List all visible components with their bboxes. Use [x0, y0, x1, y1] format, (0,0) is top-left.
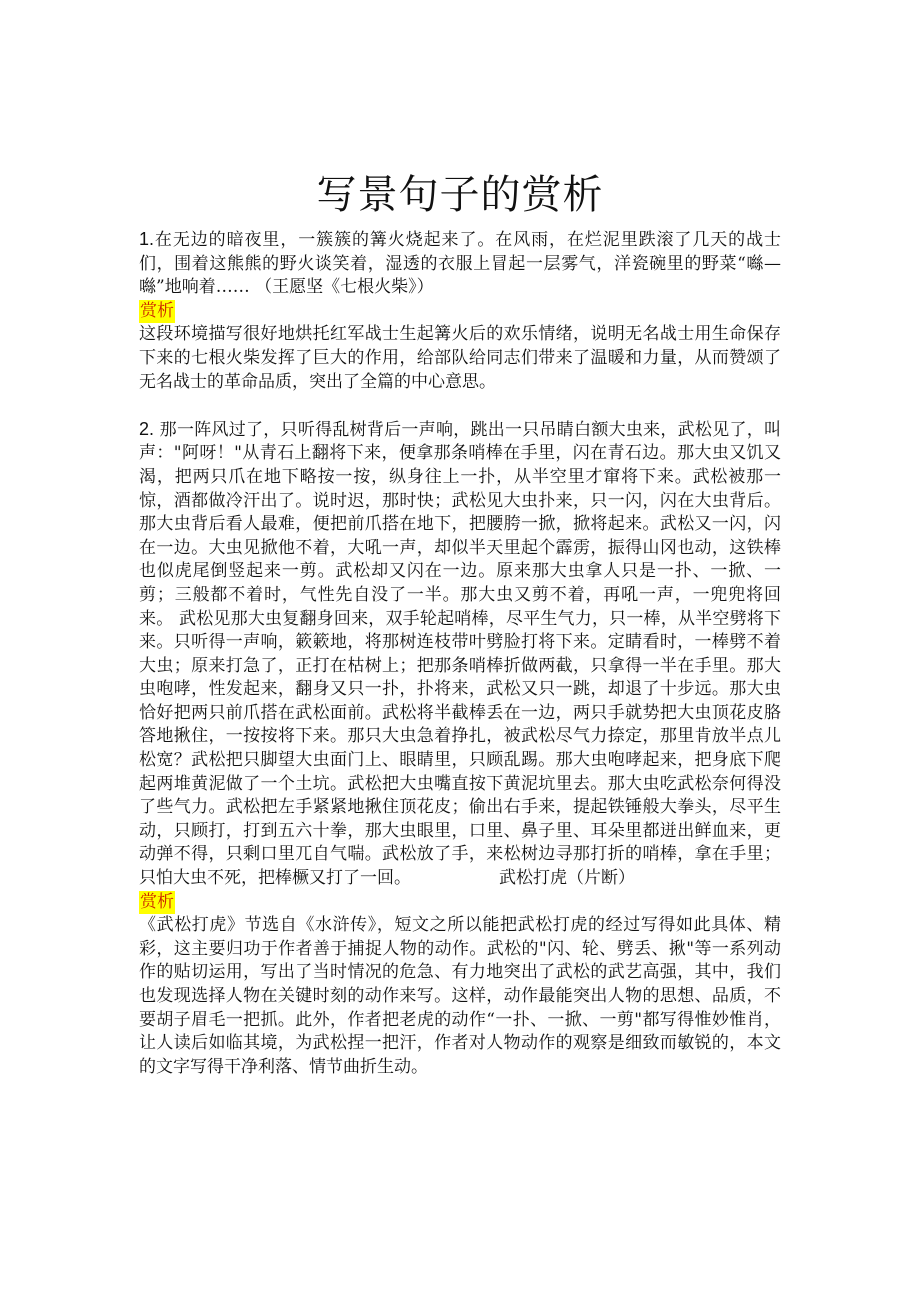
- section-2-analysis: 《武松打虎》节选自《水浒传》，短文之所以能把武松打虎的经过写得如此具体、精彩，这主要归功于作者善于捕捉人物的动作。武松的"闪、轮、劈丢、揪"等一系列动作的贴切运用，写出了当时情况的危急、有力地突出了武松的武艺高强，其中，我们也发现选择人物在关键时刻的动作来写。这样，动作最能突出人物的思想、品质，不要胡子眉毛一把抓。此外，作者把老虎的动作“一扑、一掀、一剪"都写得惟妙惟肖，让人读后如临其境，为武松捏一把汗，作者对人物动作的观察是细致而敏锐的，本文的文字写得干净利落、情节曲折生动。: [139, 915, 781, 1077]
- section-2-text: 那一阵风过了，只听得乱树背后一声响，跳出一只吊睛白额大虫来，武松见了，叫声："阿呀！"从青石上翻将下来，便拿那条哨棒在手里，闪在青石边。那大虫又饥又渴，把两只爪在地下略按一按，纵身往上一扑，从半空里才窜将下来。武松被那一惊，酒都做冷汗出了。说时迟，那时快；武松见大虫扑来，只一闪，闪在大虫背后。那大虫背后看人最难，便把前爪搭在地下，把腰胯一掀，掀将起来。武松又一闪，闪在一边。大虫见掀他不着，大吼一声，却似半天里起个霹雳，振得山冈也动，这铁棒也似虎尾倒竖起来一剪。武松却又闪在一边。原来那大虫拿人只是一扑、一掀、一剪；三般都不着时，气性先自没了一半。那大虫又剪不着，再吼一声，一兜兜将回来。 武松见那大虫复翻身回来，双手轮起哨棒，尽平生气力，只一棒，从半空劈将下来。只听得一声响，簌簌地，将那树连枝带叶劈脸打将下来。定睛看时，一棒劈不着大虫；原来打急了，正打在枯树上；把那条哨棒折做两截，只拿得一半在手里。那大虫咆哮，性发起来，翻身又只一扑，扑将来，武松又只一跳，却退了十步远。那大虫恰好把两只前爪搭在武松面前。武松将半截棒丢在一边，两只手就势把大虫顶花皮胳答地揪住，一按按将下来。那只大虫急着挣扎，被武松尽气力捺定，那里肯放半点儿松宽？武松把只脚望大虫面门上、眼睛里，只顾乱踢。那大虫咆哮起来，把身底下爬起两堆黄泥做了一个土坑。武松把大虫嘴直按下黄泥坑里去。那大虫吃武松奈何得没了些气力。武松把左手紧紧地揪住顶花皮；偷出右手来，提起铁锤般大拳头，尽平生动，只顾打，打到五六十拳，那大虫眼里，口里、鼻子里、耳朵里都迸出鲜血来，更动弹不得，只剩口里兀自气喘。武松放了手，来松树边寻那打折的哨棒，拿在手里；只怕大虫不死，把棒橛又打了一回。: [139, 419, 781, 889]
- section-2-passage: [139, 418, 781, 891]
- section-1-number: 1.: [139, 229, 155, 249]
- section-2-label-line: [139, 891, 781, 915]
- analysis-label: 赏析: [139, 891, 175, 915]
- section-1-text: 在无边的暗夜里，一簇簇的篝火烧起来了。在风雨，在烂泥里跌滚了几天的战士们，围着这熊熊的野火谈笑着，湿透的衣服上冒起一层雾气，洋瓷碗里的野菜“噝—噝”地响着…… （王愿坚《七根火柴》）: [139, 230, 781, 298]
- section-2-source: 武松打虎（片断）: [499, 868, 635, 889]
- section-1-analysis: 这段环境描写很好地烘托红军战士生起篝火后的欢乐情绪，说明无名战士用生命保存下来的七根火柴发挥了巨大的作用，给部队给同志们带来了温暖和力量，从而赞颂了无名战士的革命品质，突出了全篇的中心意思。: [139, 324, 781, 392]
- document-body: [139, 228, 781, 1079]
- analysis-label: 赏析: [139, 300, 175, 324]
- section-1-passage: [139, 228, 781, 300]
- paragraph-spacer: [139, 394, 781, 418]
- section-2-number: 2.: [139, 418, 155, 439]
- section-1-label-line: [139, 300, 781, 324]
- page-title: 写景句子的赏析: [316, 172, 604, 218]
